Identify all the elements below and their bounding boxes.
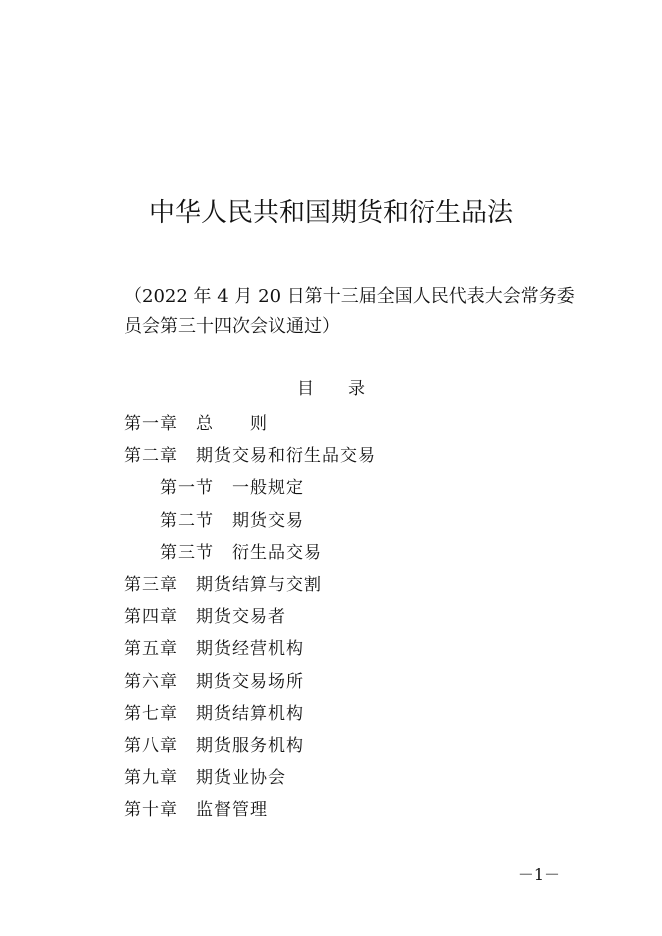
toc-heading-char: 录 (348, 379, 365, 399)
toc-item-chapter-1 (124, 408, 584, 440)
toc-item-section-1 (124, 472, 584, 504)
toc-item-title: 期货交易者 (196, 607, 286, 628)
toc-item-section-3 (124, 537, 584, 569)
toc-heading-char: 目 (297, 379, 314, 399)
toc-item-title: 衍生品交易 (232, 542, 322, 563)
page-number: －1－ (517, 865, 560, 884)
toc-item-number: 第九章 (124, 768, 178, 789)
toc-item-number: 第一节 (160, 478, 214, 499)
toc-item-number: 第四章 (124, 607, 178, 628)
toc-item-chapter-3 (124, 569, 584, 601)
toc-item-title: 期货服务机构 (196, 735, 304, 756)
toc-item-number: 第八章 (124, 735, 178, 756)
toc-item-chapter-10 (124, 794, 584, 826)
toc-item-chapter-8 (124, 730, 584, 762)
toc-item-chapter-2 (124, 440, 584, 472)
toc-item-chapter-9 (124, 762, 584, 794)
toc-item-title: 一般规定 (232, 478, 304, 499)
adoption-note-line: 员会第三十四次会议通过） (124, 316, 340, 337)
toc-item-title: 期货经营机构 (196, 639, 304, 660)
toc-item-chapter-6 (124, 666, 584, 698)
toc-item-title: 期货交易 (232, 510, 304, 531)
toc-item-section-2 (124, 505, 584, 537)
toc-item-number: 第二节 (160, 510, 214, 531)
toc-item-chapter-4 (124, 601, 584, 633)
adoption-note-line: （2022 年 4 月 20 日第十三届全国人民代表大会常务委 (124, 286, 575, 307)
toc-item-chapter-7 (124, 698, 584, 730)
toc-item-title: 期货交易和衍生品交易 (196, 446, 376, 467)
toc-item-title: 期货结算与交割 (196, 574, 322, 595)
toc-item-number: 第六章 (124, 671, 178, 692)
toc-item-number: 第一章 (124, 414, 178, 434)
table-of-contents (124, 408, 584, 826)
toc-item-number: 第五章 (124, 639, 178, 660)
toc-item-title: 期货交易场所 (196, 671, 304, 692)
toc-item-number: 第七章 (124, 703, 178, 724)
toc-item-number: 第十章 (124, 800, 178, 821)
toc-item-title: 总 则 (196, 414, 268, 434)
toc-item-title: 期货结算机构 (196, 703, 304, 724)
toc-item-number: 第二章 (124, 446, 178, 467)
toc-item-title: 期货业协会 (196, 768, 286, 789)
toc-item-number: 第三节 (160, 542, 214, 563)
toc-item-title: 监督管理 (196, 800, 268, 821)
toc-item-chapter-5 (124, 633, 584, 665)
table-of-contents-heading (0, 376, 662, 402)
toc-item-number: 第三章 (124, 574, 178, 595)
law-title: 中华人民共和国期货和衍生品法 (148, 198, 513, 228)
adoption-note (124, 282, 575, 342)
